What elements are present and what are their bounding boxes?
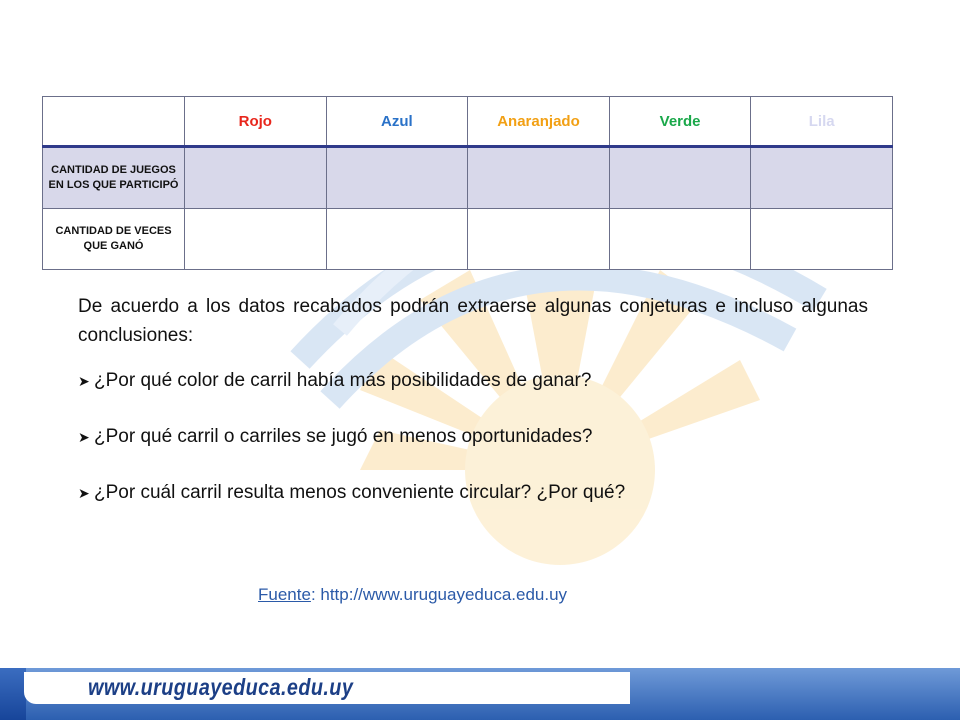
row-label-gano: CANTIDAD DE VECES QUE GANÓ bbox=[43, 209, 185, 270]
arrow-bullet-icon: ➤ bbox=[78, 429, 90, 445]
body-text bbox=[78, 292, 868, 534]
table-cell bbox=[326, 147, 468, 209]
header-anaranjado: Anaranjado bbox=[468, 97, 610, 147]
table-cell bbox=[609, 209, 751, 270]
table-row bbox=[43, 209, 893, 270]
header-lila: Lila bbox=[751, 97, 893, 147]
table-cell bbox=[751, 147, 893, 209]
header-rojo: Rojo bbox=[185, 97, 327, 147]
header-verde: Verde bbox=[609, 97, 751, 147]
table-cell bbox=[185, 147, 327, 209]
question-text: ¿Por qué carril o carriles se jugó en menos oportunidades? bbox=[94, 426, 593, 447]
arrow-bullet-icon: ➤ bbox=[78, 373, 90, 389]
question-item bbox=[78, 478, 868, 508]
table-cell bbox=[185, 209, 327, 270]
table-cell bbox=[468, 147, 610, 209]
question-item bbox=[78, 366, 868, 396]
header-row bbox=[43, 97, 893, 147]
question-text: ¿Por cuál carril resulta menos conveniente circular? ¿Por qué? bbox=[94, 482, 626, 503]
table-cell bbox=[609, 147, 751, 209]
intro-paragraph: De acuerdo a los datos recabados podrán extraerse algunas conjeturas e incluso algunas conclusiones: bbox=[78, 296, 868, 346]
header-azul: Azul bbox=[326, 97, 468, 147]
question-item bbox=[78, 422, 868, 452]
question-text: ¿Por qué color de carril había más posibilidades de ganar? bbox=[94, 370, 592, 391]
table-cell bbox=[751, 209, 893, 270]
footer-url[interactable]: www.uruguayeduca.edu.uy bbox=[88, 674, 354, 700]
footer-banner bbox=[0, 664, 960, 720]
footer-left-cap bbox=[0, 668, 26, 720]
table-row bbox=[43, 147, 893, 209]
results-table bbox=[42, 96, 893, 270]
header-corner-cell bbox=[43, 97, 185, 147]
source-link[interactable]: Fuente bbox=[258, 585, 311, 604]
table-cell bbox=[468, 209, 610, 270]
table-cell bbox=[326, 209, 468, 270]
source-line bbox=[258, 585, 567, 605]
row-label-juegos: CANTIDAD DE JUEGOS EN LOS QUE PARTICIPÓ bbox=[43, 147, 185, 209]
source-url-text: : http://www.uruguayeduca.edu.uy bbox=[310, 585, 568, 604]
arrow-bullet-icon: ➤ bbox=[78, 485, 90, 501]
